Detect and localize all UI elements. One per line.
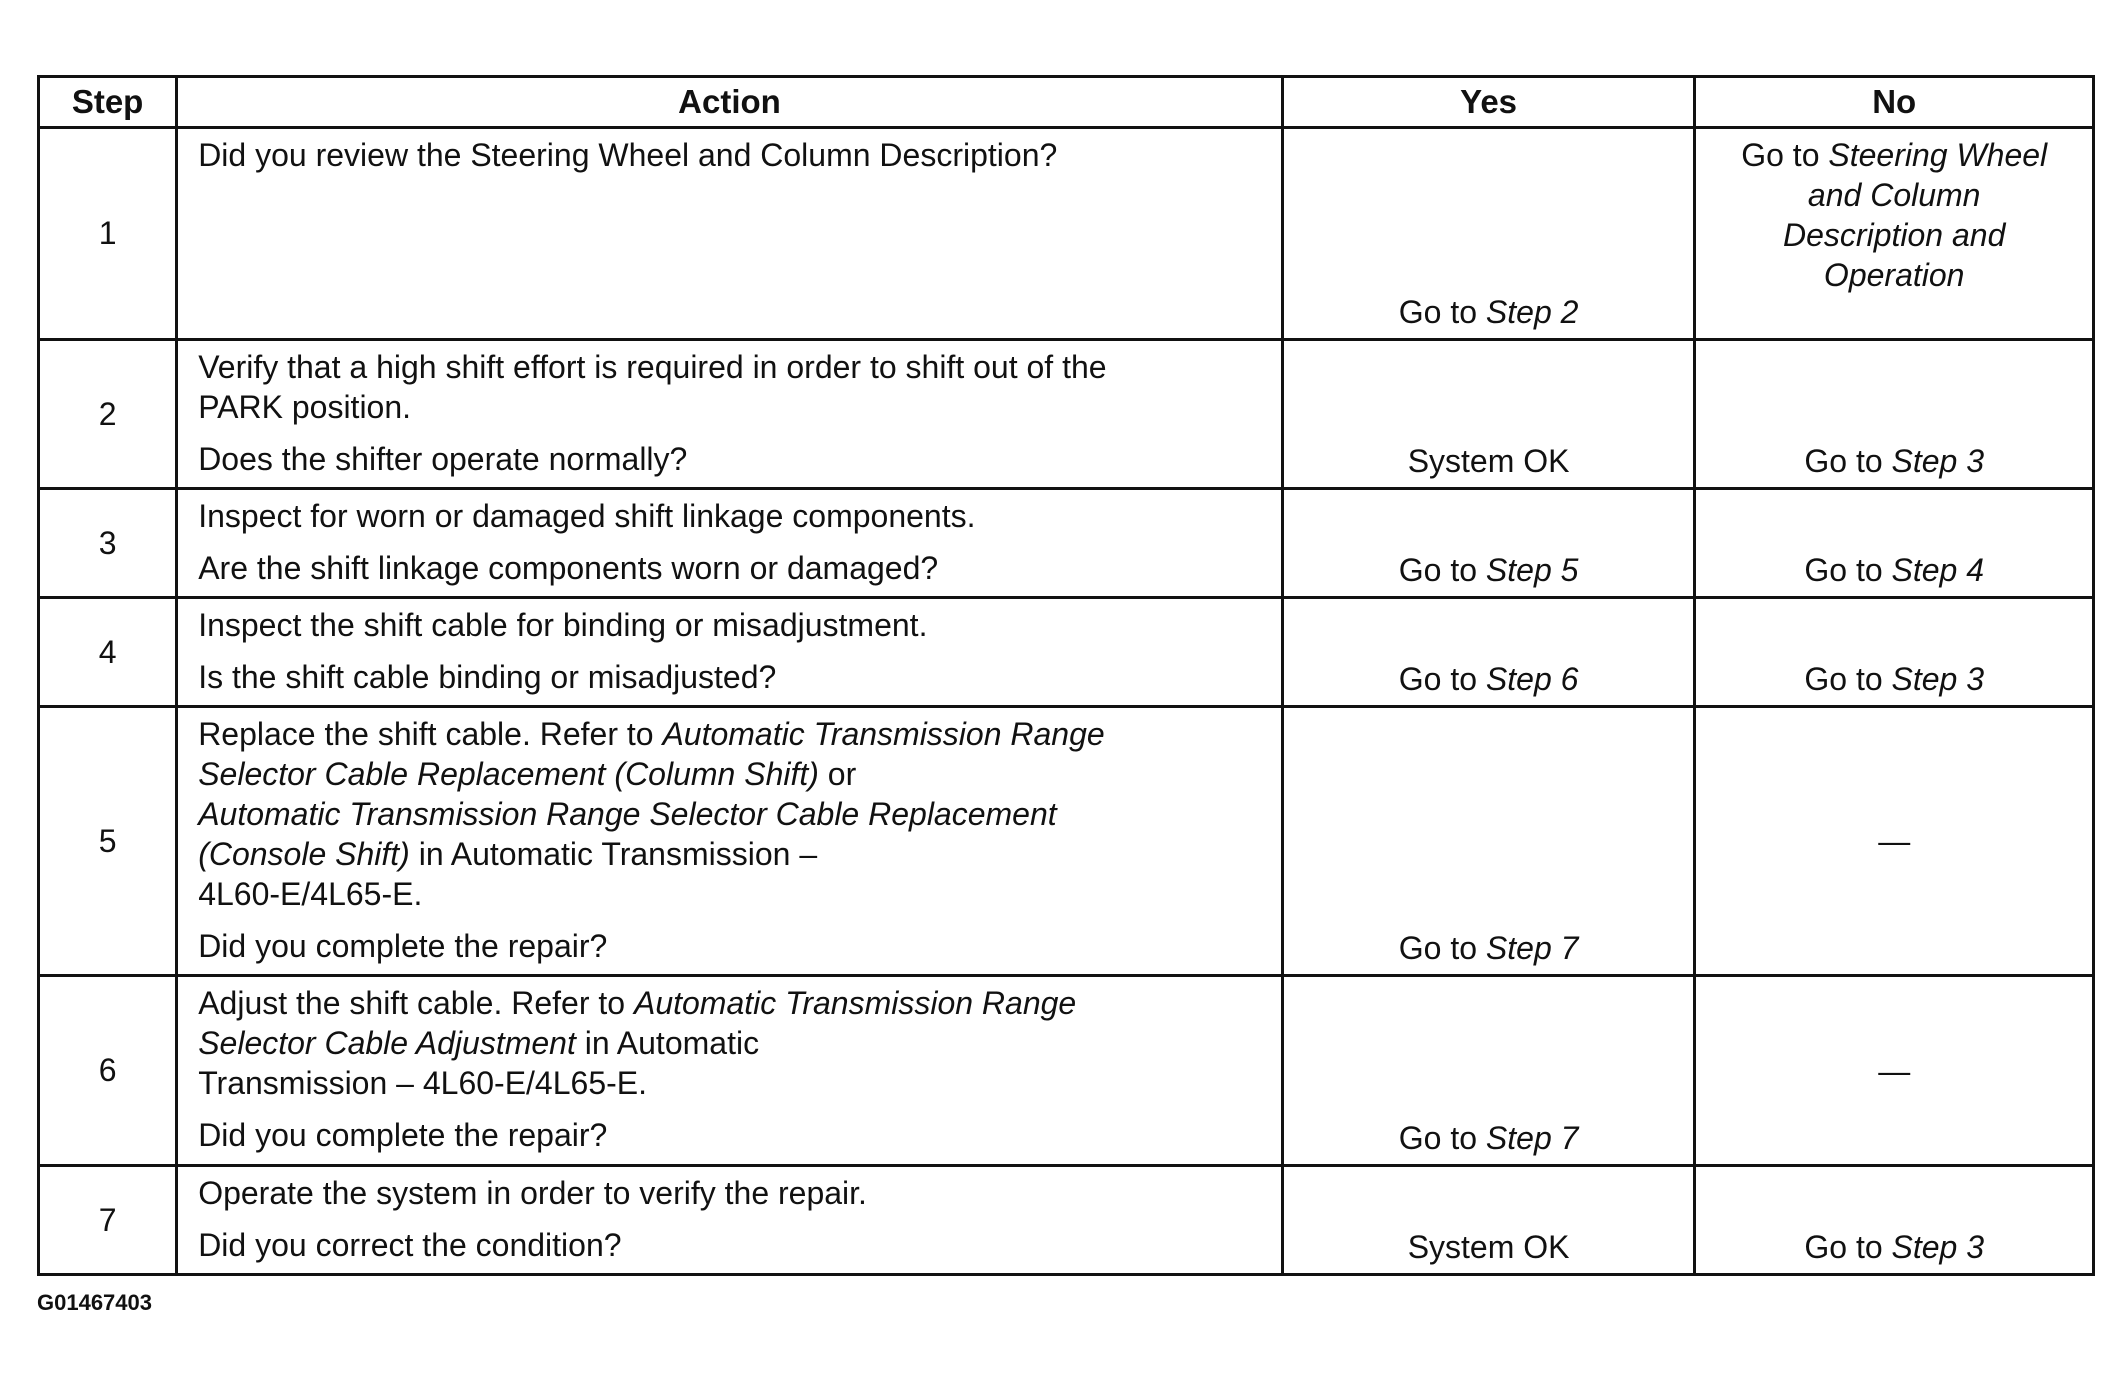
no-step-link[interactable]: Step 3 <box>1891 443 1985 479</box>
console-shift-reference-link[interactable]: Automatic Transmission Range Selector Cable Replacement (Console Shift) <box>198 796 1057 872</box>
no-prefix: Go to <box>1741 137 1829 173</box>
table-row <box>39 128 2094 340</box>
action-question: Did you correct the condition? <box>198 1227 622 1263</box>
header-row <box>39 77 2094 128</box>
column-shift-reference-link[interactable]: Automatic Transmission Range Selector Cable Replacement (Column Shift) <box>198 716 1105 792</box>
no-cell <box>1695 128 2094 340</box>
no-cell <box>1695 598 2094 707</box>
no-dash: — <box>1878 1052 1911 1089</box>
yes-step-link[interactable]: Step 5 <box>1485 552 1579 588</box>
header-action: Action <box>177 77 1283 128</box>
yes-cell <box>1282 128 1695 340</box>
header-no: No <box>1695 77 2094 128</box>
yes-prefix: Go to <box>1398 930 1486 966</box>
action-question: Did you complete the repair? <box>198 1117 608 1153</box>
yes-prefix: Go to <box>1398 1120 1486 1156</box>
action-text: Verify that a high shift effort is required in order to shift out of the PARK position. <box>198 349 1107 425</box>
no-cell <box>1695 489 2094 598</box>
action-text-part: in Automatic Transmission – 4L60-E/4L65-E. <box>198 1025 760 1101</box>
action-text: Did you review the Steering Wheel and Column Description? <box>198 137 1058 173</box>
yes-cell <box>1282 1166 1695 1275</box>
table-row <box>39 707 2094 976</box>
yes-prefix: Go to <box>1398 552 1486 588</box>
action-text-part: Replace the shift cable. Refer to <box>198 716 663 752</box>
no-cell <box>1695 1166 2094 1275</box>
yes-cell <box>1282 489 1695 598</box>
table-row <box>39 489 2094 598</box>
action-question: Is the shift cable binding or misadjusted? <box>198 659 777 695</box>
yes-result: System OK <box>1407 443 1570 479</box>
yes-step-link[interactable]: Step 7 <box>1485 1120 1579 1156</box>
step-number: 2 <box>39 340 177 489</box>
diagnostic-table <box>37 75 2095 1276</box>
yes-prefix: Go to <box>1398 294 1486 330</box>
no-step-link[interactable]: Step 3 <box>1891 1229 1985 1265</box>
action-cell <box>177 489 1283 598</box>
action-cell <box>177 976 1283 1166</box>
table-row <box>39 976 2094 1166</box>
action-cell <box>177 340 1283 489</box>
step-number: 1 <box>39 128 177 340</box>
yes-cell <box>1282 707 1695 976</box>
action-question: Are the shift linkage components worn or damaged? <box>198 550 939 586</box>
no-step-link[interactable]: Step 3 <box>1891 661 1985 697</box>
no-prefix: Go to <box>1804 1229 1892 1265</box>
action-text-part: or <box>827 756 857 792</box>
no-cell <box>1695 707 2094 976</box>
action-text: Operate the system in order to verify the repair. <box>198 1175 867 1211</box>
action-cell <box>177 1166 1283 1275</box>
action-text <box>198 716 1105 912</box>
no-prefix: Go to <box>1804 552 1892 588</box>
action-question: Did you complete the repair? <box>198 928 608 964</box>
action-question: Does the shifter operate normally? <box>198 441 688 477</box>
action-cell <box>177 707 1283 976</box>
no-prefix: Go to <box>1804 443 1892 479</box>
yes-prefix: Go to <box>1398 661 1486 697</box>
step-number: 4 <box>39 598 177 707</box>
table-row <box>39 1166 2094 1275</box>
step-number: 3 <box>39 489 177 598</box>
action-text: Inspect the shift cable for binding or misadjustment. <box>198 607 928 643</box>
action-text-part: Adjust the shift cable. Refer to <box>198 985 634 1021</box>
no-cell <box>1695 976 2094 1166</box>
yes-step-link[interactable]: Step 2 <box>1485 294 1579 330</box>
no-reference-link[interactable]: Steering Wheel and Column Description and Operation <box>1783 137 2048 293</box>
cable-adjustment-reference-link[interactable]: Automatic Transmission Range Selector Cable Adjustment <box>198 985 1077 1061</box>
header-step: Step <box>39 77 177 128</box>
yes-result: System OK <box>1407 1229 1570 1265</box>
action-text: Inspect for worn or damaged shift linkage components. <box>198 498 976 534</box>
yes-cell <box>1282 976 1695 1166</box>
no-prefix: Go to <box>1804 661 1892 697</box>
step-number: 5 <box>39 707 177 976</box>
figure-id: G01467403 <box>37 1290 152 1315</box>
step-number: 6 <box>39 976 177 1166</box>
table-row <box>39 340 2094 489</box>
table-row <box>39 598 2094 707</box>
yes-cell <box>1282 340 1695 489</box>
no-step-link[interactable]: Step 4 <box>1891 552 1985 588</box>
yes-step-link[interactable]: Step 6 <box>1485 661 1579 697</box>
header-yes: Yes <box>1282 77 1695 128</box>
action-text-part: in Automatic Transmission – 4L60-E/4L65-E. <box>198 836 818 912</box>
action-cell <box>177 128 1283 340</box>
yes-cell <box>1282 598 1695 707</box>
action-text <box>198 985 1076 1101</box>
action-cell <box>177 598 1283 707</box>
no-cell <box>1695 340 2094 489</box>
no-dash: — <box>1878 823 1911 859</box>
yes-step-link[interactable]: Step 7 <box>1485 930 1579 966</box>
step-number: 7 <box>39 1166 177 1275</box>
